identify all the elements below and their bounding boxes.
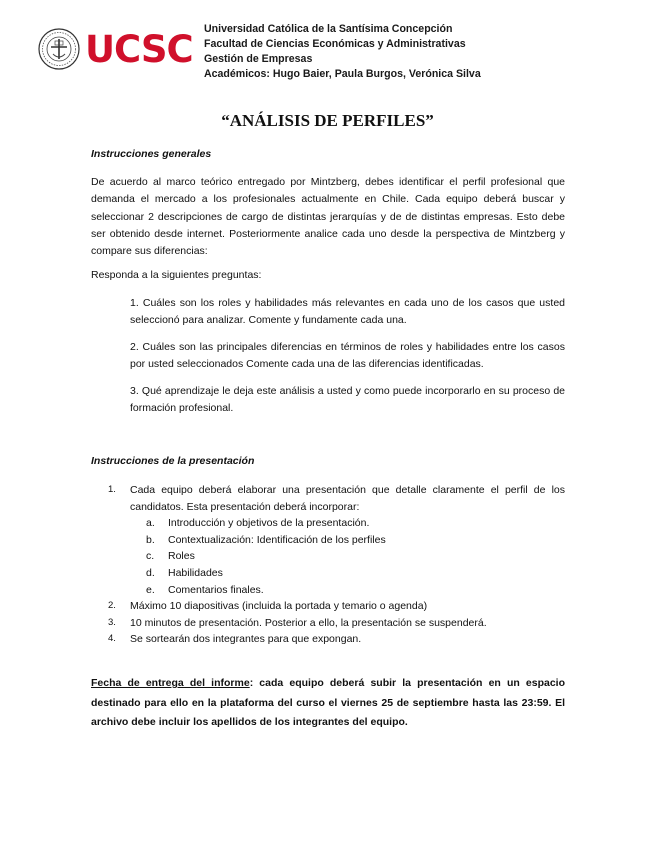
list-number: 2.	[108, 600, 116, 612]
sublist-letter: b.	[146, 533, 155, 546]
list-number: 4.	[108, 633, 116, 645]
intro-paragraph: De acuerdo al marco teórico entregado por Mintzberg, debes identificar el perfil profesional que demanda el mercado a los profesionales actualmente en Chile. Cada equipo deberá buscar y seleccionar 2 descripciones de cargo de distintas jerarquías y de de distintas empresas. Esto debe ser obtenido desde internet. Posteriormente analice cada uno desde la perspectiva de Mintzberg y compare sus diferencias:	[91, 176, 565, 258]
list-number: 3.	[108, 616, 116, 628]
list-number: 1.	[108, 484, 116, 495]
question-1: 1. Cuáles son los roles y habilidades más relevantes en cada uno de los casos que usted seleccionó para analizar. Comente y fundamente cada una.	[130, 297, 565, 327]
delivery-date-paragraph	[91, 674, 565, 733]
institution-info	[204, 22, 481, 82]
sublist-item	[130, 582, 565, 599]
list-item-text: Cada equipo deberá elaborar una presentación que detalle claramente el perfil de los candidatos. Esta presentación deberá incorporar:	[130, 484, 565, 513]
sublist-text: Comentarios finales.	[168, 583, 264, 596]
document-header	[38, 22, 618, 82]
university-name: Universidad Católica de la Santísima Concepción	[204, 23, 453, 35]
sublist-text: Roles	[168, 550, 195, 563]
academics-line: Académicos: Hugo Baier, Paula Burgos, Verónica Silva	[204, 68, 481, 80]
list-item-text: Se sortearán dos integrantes para que expongan.	[130, 633, 362, 646]
question-2: 2. Cuáles son las principales diferencias en términos de roles y habilidades entre los casos por usted seleccionados Comente cada una de las diferencias identificadas.	[130, 341, 565, 371]
sublist-item	[130, 548, 565, 565]
sublist-item	[130, 515, 565, 532]
sublist-text: Habilidades	[168, 566, 223, 579]
sublist-text: Introducción y objetivos de la presentación.	[168, 517, 370, 530]
presentation-instructions-heading: Instrucciones de la presentación	[91, 455, 255, 467]
list-item	[108, 615, 565, 632]
presentation-list	[108, 482, 565, 648]
questions-prompt: Responda a la siguientes preguntas:	[91, 269, 262, 281]
university-seal-icon	[38, 28, 80, 70]
list-item-text: 10 minutos de presentación. Posterior a ello, la presentación se suspenderá.	[130, 616, 487, 629]
list-item	[108, 482, 565, 598]
sublist-letter: c.	[146, 550, 155, 563]
general-instructions-heading: Instrucciones generales	[91, 148, 212, 160]
sublist-text: Contextualización: Identificación de los perfiles	[168, 533, 386, 546]
delivery-date-text: : cada equipo deberá subir la presentación en un espacio destinado para ello en la plataforma del curso el viernes 25 de septiembre hasta las 23:59. El archivo debe incluir los apellidos de los integrantes del equipo.	[91, 677, 565, 728]
list-item	[108, 631, 565, 648]
sublist-letter: e.	[146, 583, 155, 596]
sublist-item	[130, 565, 565, 582]
list-item	[108, 598, 565, 615]
sublist-letter: d.	[146, 566, 155, 579]
delivery-date-label: Fecha de entrega del informe	[91, 677, 250, 689]
ucsc-logo: UCSC	[85, 28, 193, 71]
faculty-name: Facultad de Ciencias Económicas y Administrativas	[204, 38, 466, 50]
course-name: Gestión de Empresas	[204, 53, 313, 65]
question-3: 3. Qué aprendizaje le deja este análisis a usted y como puede incorporarlo en su proceso de formación profesional.	[130, 385, 565, 415]
presentation-sublist	[130, 515, 565, 598]
sublist-item	[130, 532, 565, 549]
document-title: “ANÁLISIS DE PERFILES”	[221, 111, 434, 130]
sublist-letter: a.	[146, 517, 155, 530]
list-item-text: Máximo 10 diapositivas (incluida la portada y temario o agenda)	[130, 600, 428, 613]
